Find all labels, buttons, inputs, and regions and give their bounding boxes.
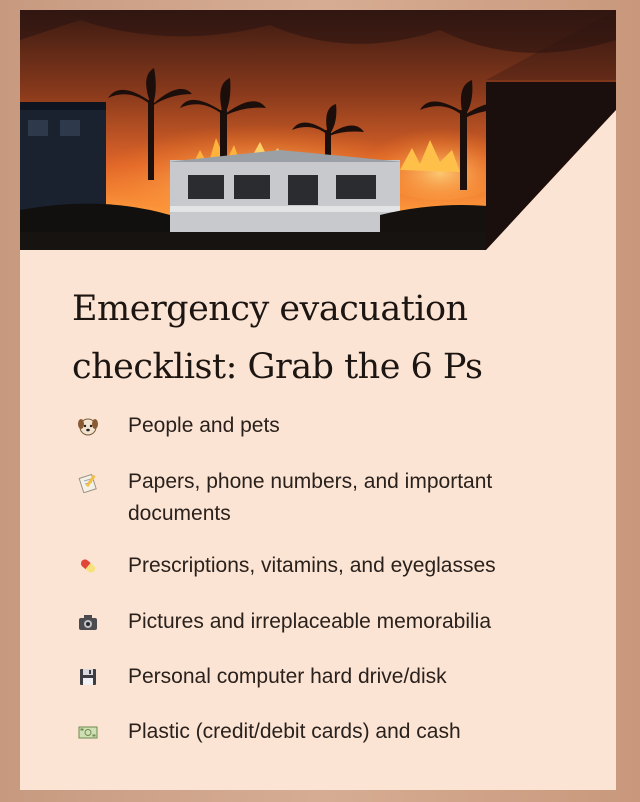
title-line-2: checklist: Grab the 6 Ps [72,347,483,387]
floppy-disk-icon [76,665,100,689]
item-text: Plastic (credit/debit cards) and cash [128,720,461,743]
checklist-card [20,10,616,790]
item-text: Papers, phone numbers, and important documents [128,470,493,525]
item-text: People and pets [128,414,280,437]
page-title [72,280,592,396]
item-text: Prescriptions, vitamins, and eyeglasses [128,554,496,577]
wildfire-photo [20,10,616,250]
pill-icon [76,554,100,578]
title-line-1: Emergency evacuation [72,289,468,329]
memo-icon [76,470,100,494]
money-icon [76,720,100,744]
camera-icon [76,610,100,634]
item-text: Pictures and irreplaceable memorabilia [128,610,492,633]
dog-icon [76,414,100,438]
item-text: Personal computer hard drive/disk [128,665,447,688]
